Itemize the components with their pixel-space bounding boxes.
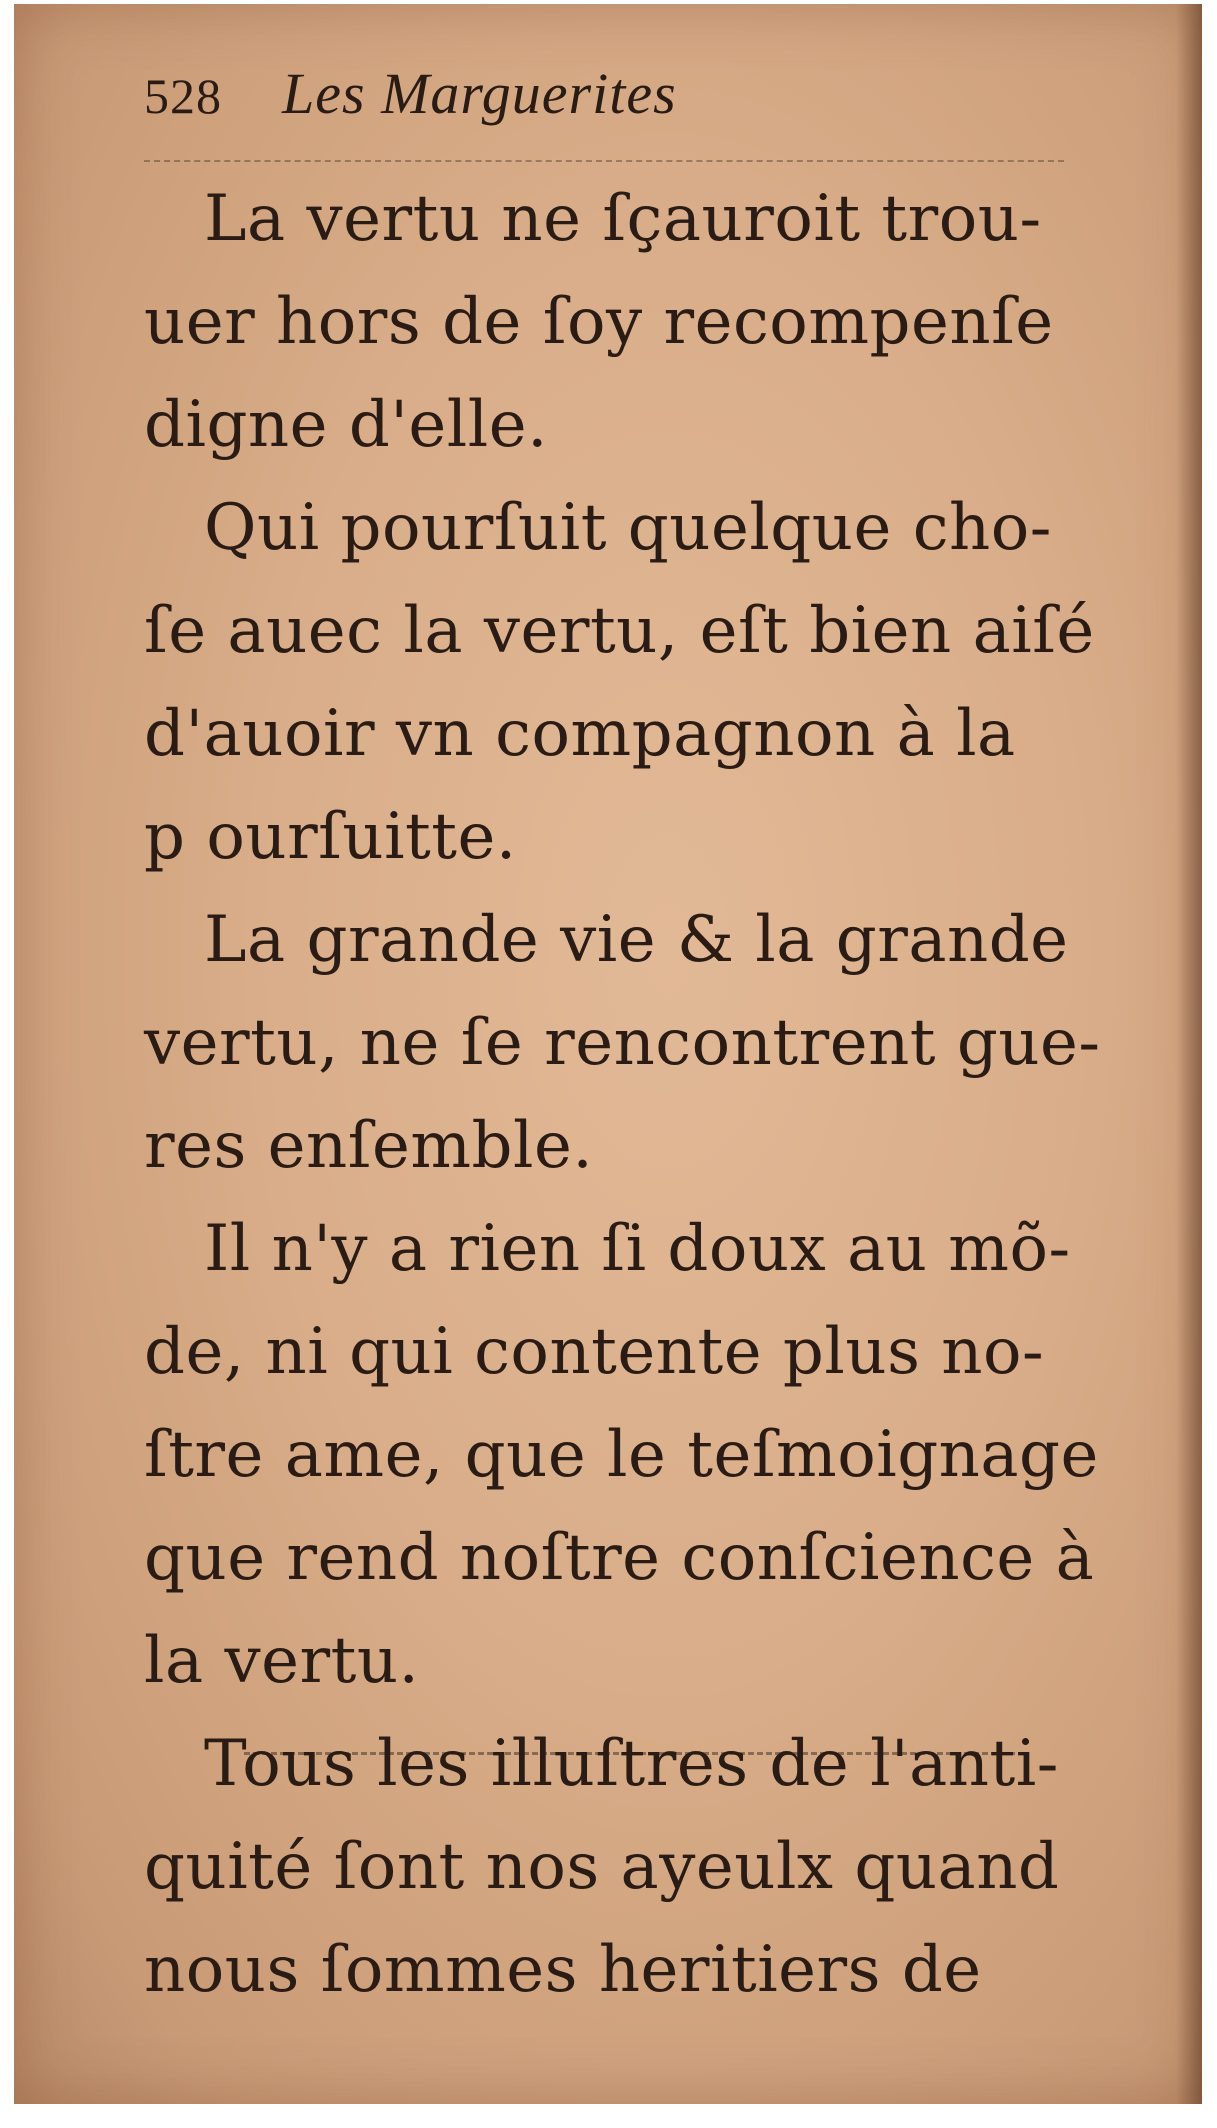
binding-shadow [1176, 4, 1202, 2104]
text-line: nous ſommes heritiers de [144, 1933, 982, 2007]
text-line: p ourſuitte. [144, 800, 517, 874]
page-number: 528 [144, 68, 222, 124]
text-line: uer hors de ſoy recompenſe [144, 285, 1054, 359]
text-line: digne d'elle. [144, 388, 548, 462]
text-line: Il n'y a rien ſi doux au mõ- [204, 1212, 1071, 1286]
running-title: Les Marguerites [282, 61, 677, 126]
bottom-rule [244, 1752, 1024, 1755]
text-line: la vertu. [144, 1624, 420, 1698]
text-line: ſtre ame, que le teſmoignage [144, 1418, 1099, 1492]
book-page [14, 4, 1202, 2104]
text-line: de, ni qui contente plus no- [144, 1315, 1045, 1389]
text-line: La grande vie & la grande [204, 903, 1069, 977]
text-line: Tous les illuſtres de l'anti- [204, 1727, 1059, 1801]
text-line: La vertu ne ſçauroit trou- [204, 182, 1042, 256]
text-line: vertu, ne ſe rencontrent gue- [144, 1006, 1101, 1080]
text-line: Qui pourſuit quelque cho- [204, 491, 1052, 565]
text-line: res enſemble. [144, 1109, 594, 1183]
text-block [144, 54, 1101, 2022]
text-line: quité ſont nos ayeulx quand [144, 1830, 1060, 1904]
text-line: ſe auec la vertu, eſt bien aiſé [144, 594, 1095, 668]
running-head [144, 54, 1064, 162]
text-line: d'auoir vn compagnon à la [144, 697, 1016, 771]
text-line: que rend noſtre conſcience à [144, 1521, 1095, 1595]
